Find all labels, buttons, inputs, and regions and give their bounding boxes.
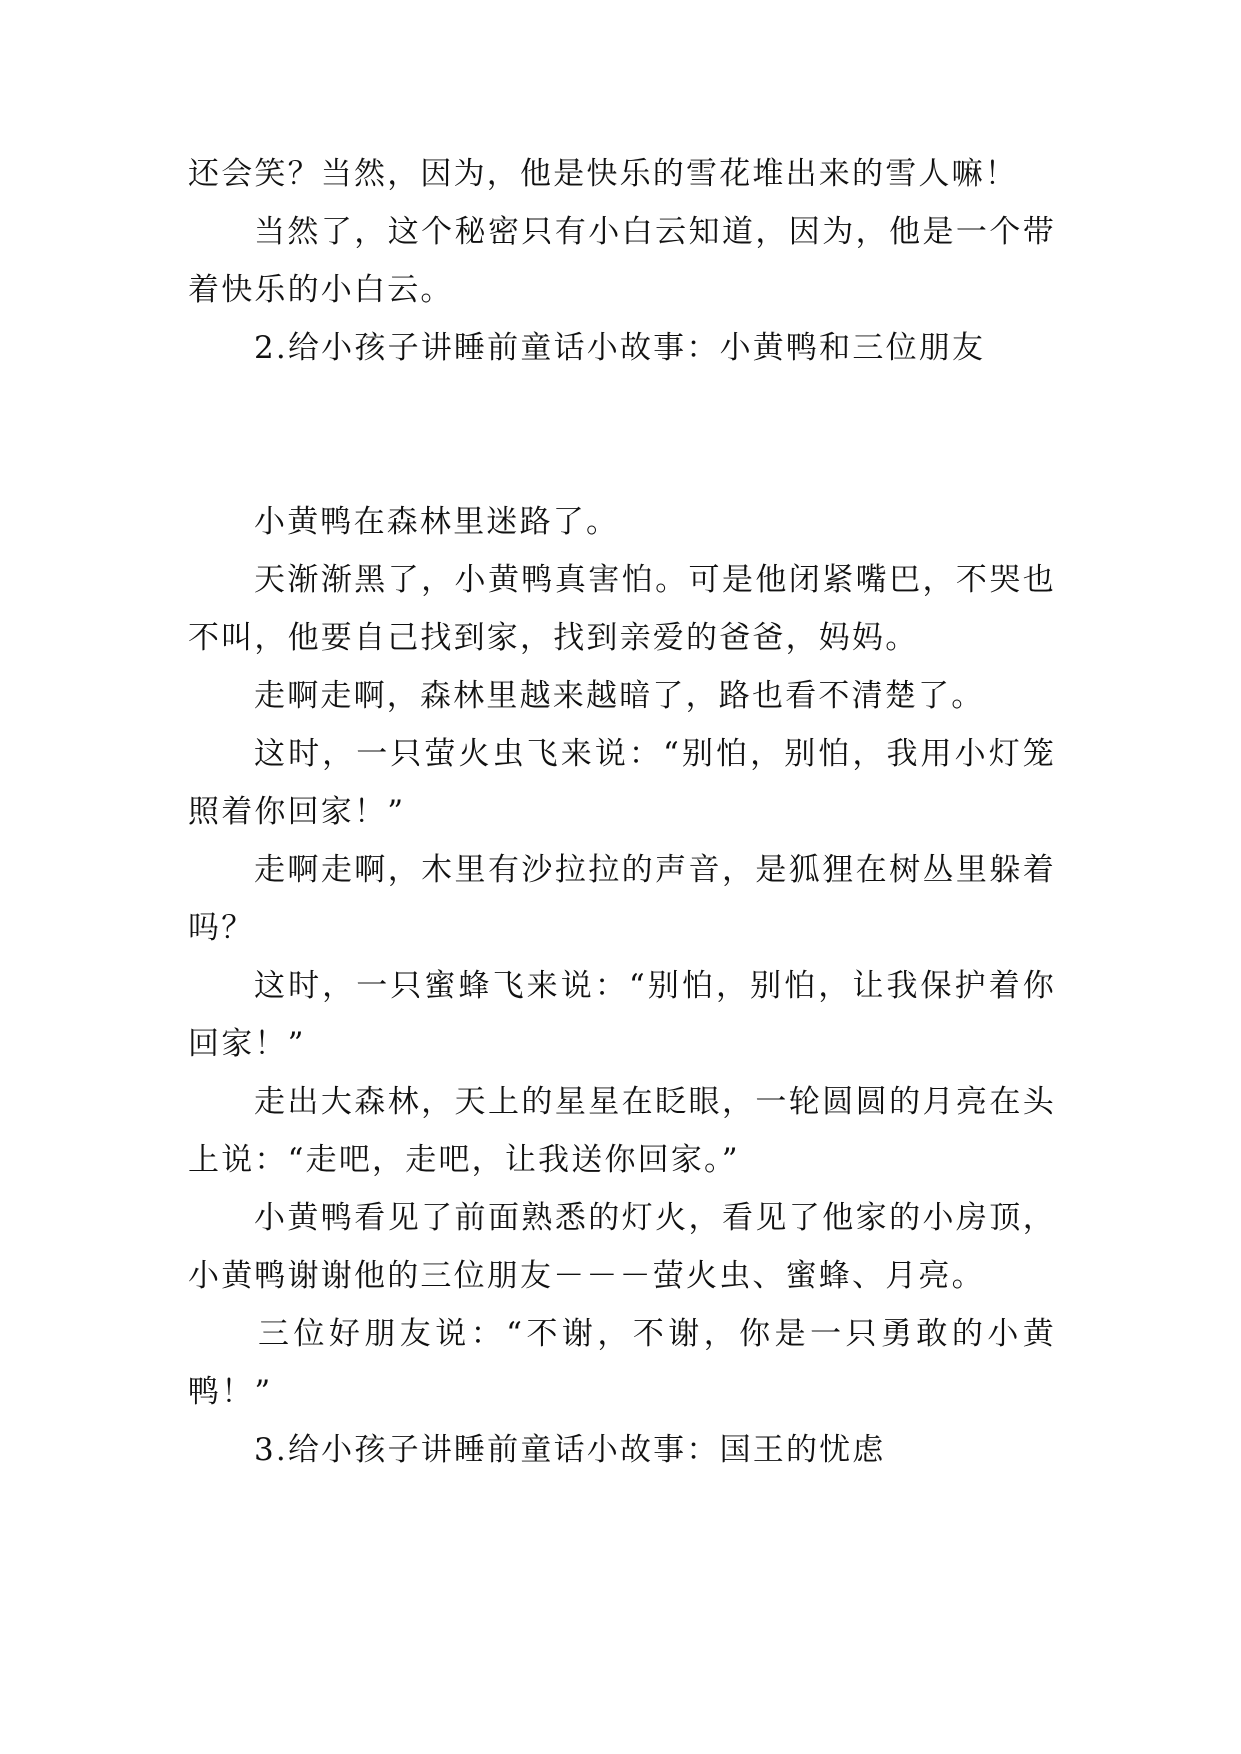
story-paragraph: 这时，一只蜜蜂飞来说：“别怕，别怕，让我保护着你回家！” <box>188 968 1056 1062</box>
section-heading-2: 2.给小孩子讲睡前童话小故事：小黄鸭和三位朋友 <box>254 330 986 366</box>
story-paragraph: 小黄鸭在森林里迷路了。 <box>254 504 620 540</box>
section-heading-3: 3.给小孩子讲睡前童话小故事：国王的忧虑 <box>254 1432 886 1468</box>
story-paragraph: 天渐渐黑了，小黄鸭真害怕。可是他闭紧嘴巴，不哭也不叫，他要自己找到家，找到亲爱的爸爸，妈妈。 <box>188 562 1056 656</box>
story-paragraph: 走出大森林，天上的星星在眨眼，一轮圆圆的月亮在头上说：“走吧，走吧，让我送你回家。” <box>188 1084 1056 1178</box>
story-paragraph: 这时，一只萤火虫飞来说：“别怕，别怕，我用小灯笼照着你回家！” <box>188 736 1056 830</box>
story-paragraph: 三位好朋友说：“不谢，不谢，你是一只勇敢的小黄鸭！” <box>188 1316 1056 1410</box>
paragraph-secret: 当然了，这个秘密只有小白云知道，因为，他是一个带着快乐的小白云。 <box>188 214 1056 308</box>
story-paragraph: 走啊走啊，木里有沙拉拉的声音，是狐狸在树丛里躲着吗？ <box>188 852 1056 946</box>
paragraph-snowman-ending: 还会笑？当然，因为，他是快乐的雪花堆出来的雪人嘛！ <box>188 156 1018 192</box>
document-body <box>188 145 1056 1479</box>
blank-space <box>188 377 1056 493</box>
story-paragraph: 小黄鸭看见了前面熟悉的灯火，看见了他家的小房顶，小黄鸭谢谢他的三位朋友－－－萤火虫、蜜蜂、月亮。 <box>188 1200 1056 1294</box>
story-paragraph: 走啊走啊，森林里越来越暗了，路也看不清楚了。 <box>254 678 985 714</box>
